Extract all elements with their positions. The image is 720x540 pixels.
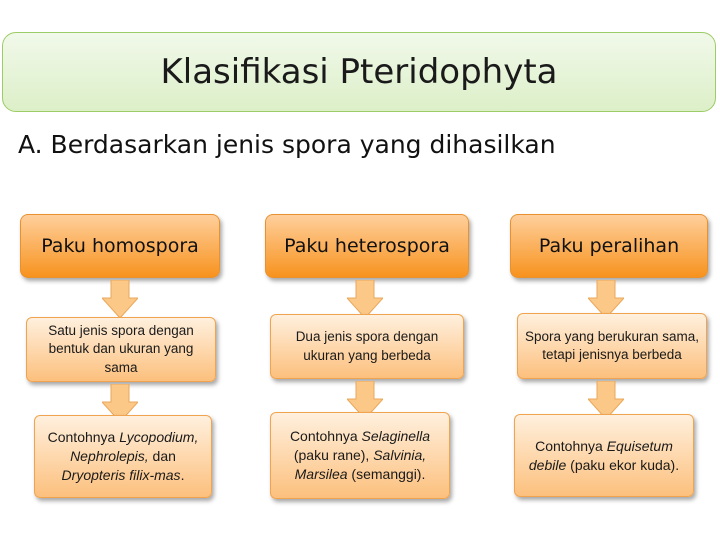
arrow-down-icon — [102, 280, 138, 318]
header-paku-homospora: Paku homospora — [20, 214, 220, 278]
description-box-homospora: Satu jenis spora dengan bentuk dan ukuran yang sama — [26, 317, 216, 382]
description-box-heterospora: Dua jenis spora dengan ukuran yang berbeda — [270, 314, 464, 379]
page-title: Klasifikasi Pteridophyta — [160, 52, 558, 92]
example-text: Contohnya Selaginella (paku rane), Salvinia, Marsilea (semanggi). — [289, 428, 431, 482]
header-paku-heterospora: Paku heterospora — [265, 214, 469, 278]
description-box-peralihan: Spora yang berukuran sama, tetapi jenisnya berbeda — [517, 313, 707, 379]
example-box-peralihan — [514, 414, 694, 497]
example-text: Contohnya Equisetum debile (paku ekor kuda). — [528, 437, 680, 473]
header-paku-peralihan: Paku peralihan — [510, 214, 708, 278]
example-text: Contohnya Lycopodium, Nephrolepis, dan Dryopteris filix-mas. — [47, 429, 199, 483]
arrow-down-icon — [347, 280, 383, 318]
example-box-homospora — [34, 415, 212, 498]
section-subtitle: A. Berdasarkan jenis spora yang dihasilkan — [18, 130, 556, 159]
example-box-heterospora — [270, 412, 450, 499]
title-banner — [2, 32, 716, 112]
